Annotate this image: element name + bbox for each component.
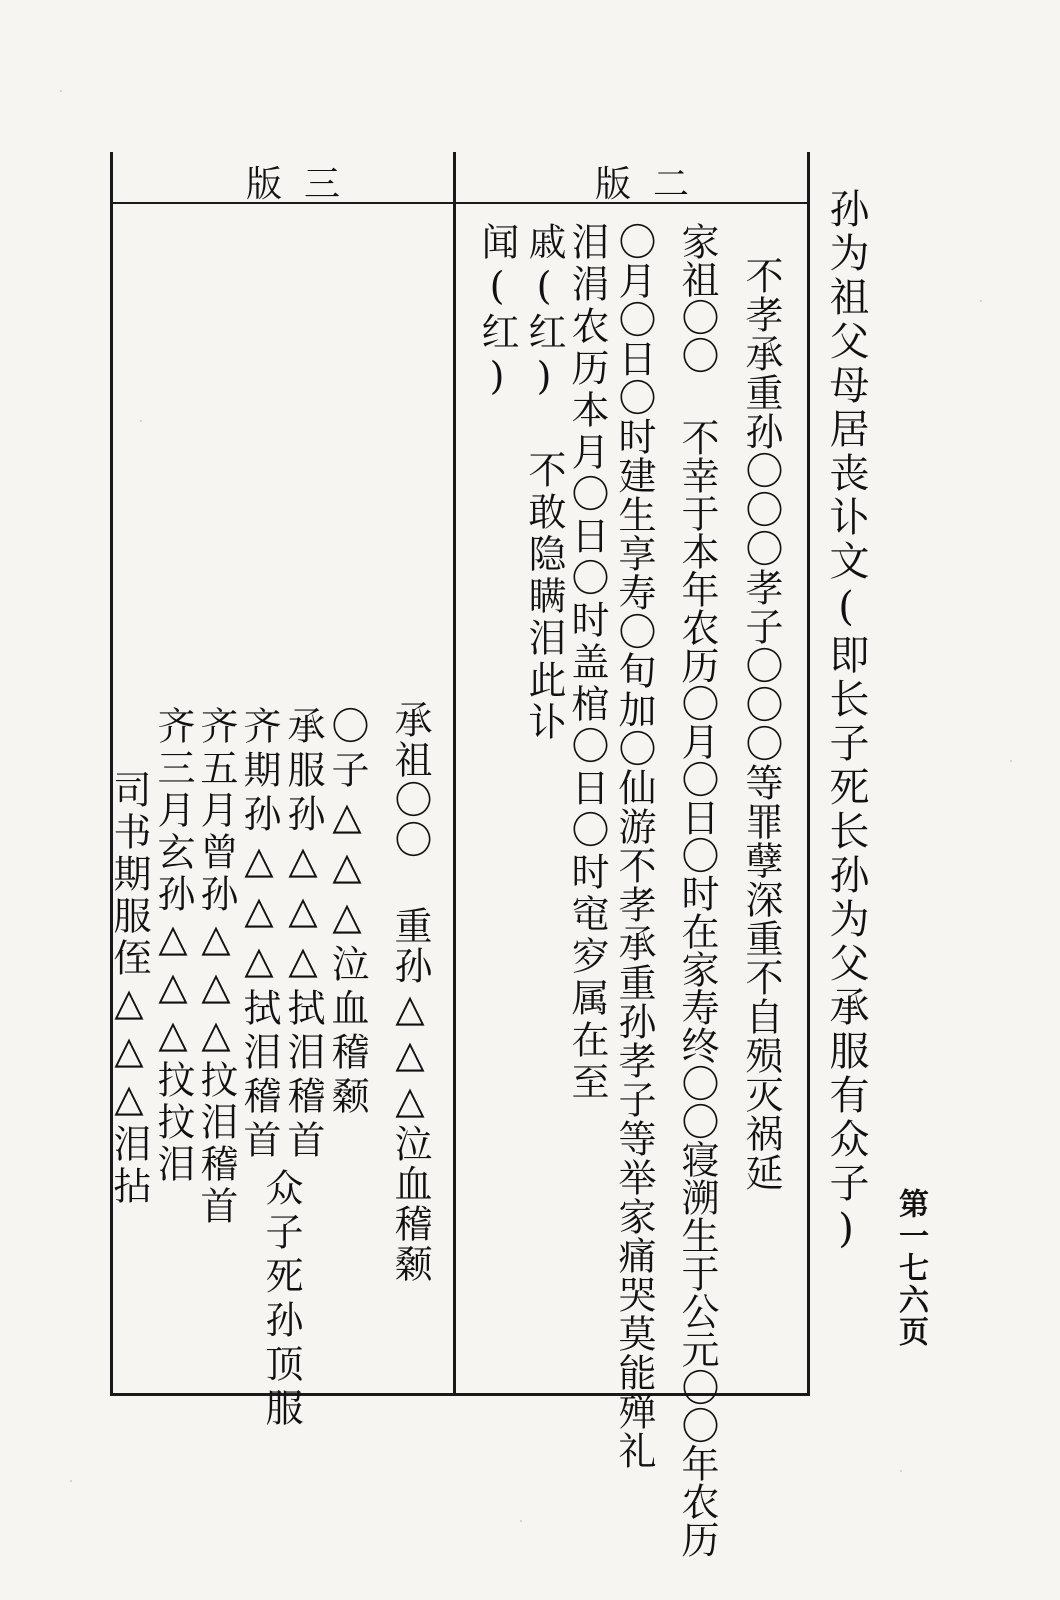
panel-two-line-3: 〇月〇日〇时建生享寿〇旬加〇仙游不孝承重孙孝子等举家痛哭莫能殚礼 [612,222,656,1470]
panel-divider [453,152,456,1393]
panel-three-line-2: 〇子△△△泣血稽颡 [325,706,369,1120]
panel-two-line-4: 泪涓农历本月〇日〇时盖棺〇日〇时窀穸属在至 [565,222,609,1104]
document-title: 孙为祖父母居丧讣文(即长子死长孙为父承服有众子) [823,188,869,1256]
panel-two-label: 版二 [595,164,712,205]
page-number: 第一七六页 [893,1188,928,1348]
panel-two-line-6: 闻(红) [475,222,519,402]
panel-three-line-7: 司书期服侄△△△泪拈 [107,770,151,1208]
panel-three-label: 版三 [246,164,363,205]
panel-three-line-5: 齐五月曾孙△△△抆泪稽首 [194,706,238,1228]
panel-three-line-4: 齐期孙△△△拭泪稽首 [237,706,281,1164]
panel-two-line-5: 戚(红) 不敢隐瞒泪此讣 [522,222,566,744]
panel-three-note: 众子死孙顶服 [259,1168,303,1432]
panel-three-line-3: 承服孙△△△拭泪稽首 [281,706,325,1164]
panel-three-line-6: 齐三月玄孙△△△抆抆泪 [151,706,195,1186]
panel-three-line-1: 承祖〇〇 重孙△△△泣血稽颡 [388,700,432,1284]
panel-two-line-1: 不孝承重孙〇〇〇孝子〇〇〇等罪孽深重不自殒灭祸延 [739,256,783,1192]
panel-two-line-2: 家祖〇〇 不幸于本年农历〇月〇日〇时在家寿终〇〇寝溯生于公元〇〇年农历 [675,222,719,1558]
